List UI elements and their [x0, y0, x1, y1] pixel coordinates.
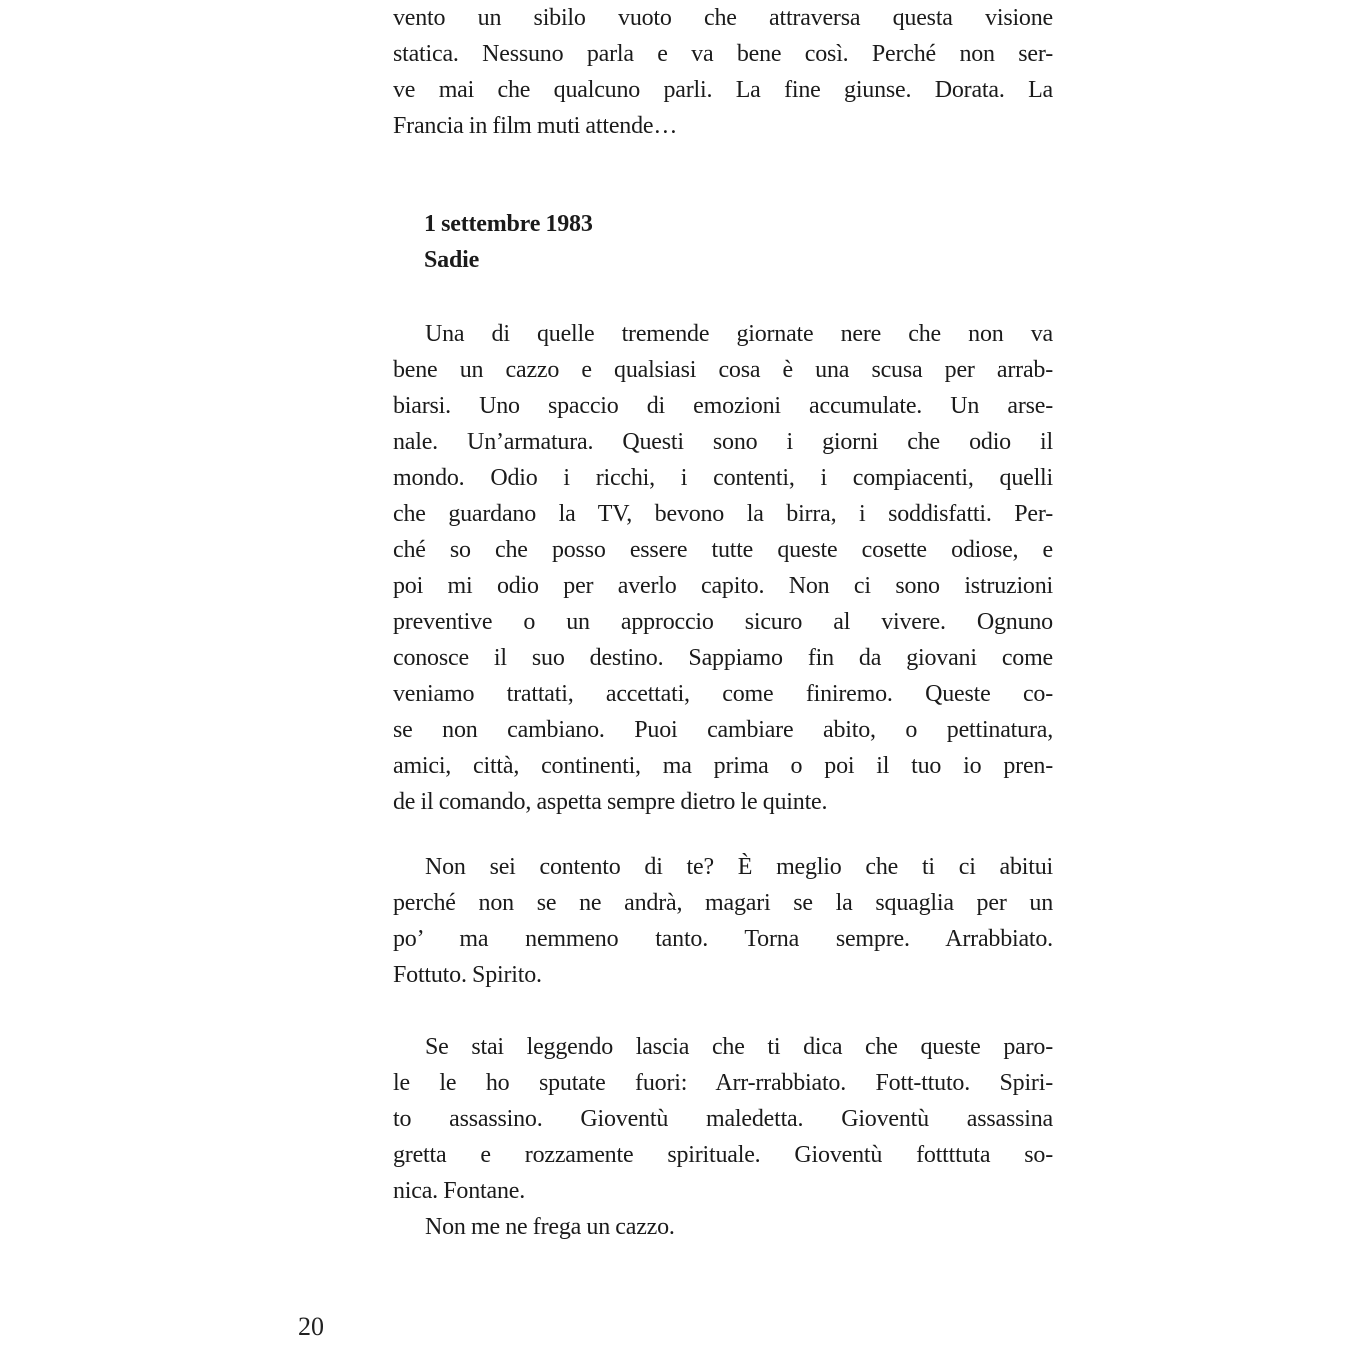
text-line: biarsi. Uno spaccio di emozioni accumulate. Un arse- — [393, 393, 1053, 419]
text-line: amici, città, continenti, ma prima o poi il tuo io pren- — [393, 753, 1053, 779]
paragraph — [393, 849, 1053, 993]
text-line: gretta e rozzamente spirituale. Gioventù fottttuta so- — [393, 1142, 1053, 1168]
text-line: vento un sibilo vuoto che attraversa questa visione — [393, 5, 1053, 31]
text-line: nale. Un’armatura. Questi sono i giorni che odio il — [393, 429, 1053, 455]
page-number: 20 — [298, 1312, 324, 1341]
text-line: preventive o un approccio sicuro al vivere. Ognuno — [393, 609, 1053, 635]
section-heading — [393, 206, 1053, 278]
text-line: mondo. Odio i ricchi, i contenti, i compiacenti, quelli — [393, 465, 1053, 491]
text-line: statica. Nessuno parla e va bene così. Perché non ser- — [393, 41, 1053, 67]
text-line: de il comando, aspetta sempre dietro le quinte. — [393, 789, 828, 815]
text-line: le le ho sputate fuori: Arr-rrabbiato. Fott-ttuto. Spiri- — [393, 1070, 1053, 1096]
text-line: che guardano la TV, bevono la birra, i soddisfatti. Per- — [393, 501, 1053, 527]
text-line: conosce il suo destino. Sappiamo fin da giovani come — [393, 645, 1053, 671]
text-line: Non sei contento di te? È meglio che ti ci abitui — [425, 854, 1053, 880]
text-line: ché so che posso essere tutte queste cosette odiose, e — [393, 537, 1053, 563]
paragraph — [393, 316, 1053, 820]
text-line: Non me ne frega un cazzo. — [425, 1214, 675, 1240]
text-line: ve mai che qualcuno parli. La fine giunse. Dorata. La — [393, 77, 1053, 103]
text-line: veniamo trattati, accettati, come finiremo. Queste co- — [393, 681, 1053, 707]
text-line: perché non se ne andrà, magari se la squaglia per un — [393, 890, 1053, 916]
text-column — [393, 0, 1053, 1245]
text-line: Se stai leggendo lascia che ti dica che queste paro- — [425, 1034, 1053, 1060]
paragraph — [393, 1029, 1053, 1209]
text-line: po’ ma nemmeno tanto. Torna sempre. Arrabbiato. — [393, 926, 1053, 952]
text-line: se non cambiano. Puoi cambiare abito, o pettinatura, — [393, 717, 1053, 743]
paragraph — [393, 0, 1053, 144]
heading-line: Sadie — [424, 247, 480, 273]
text-line: Francia in film muti attende… — [393, 113, 678, 139]
text-line: poi mi odio per averlo capito. Non ci sono istruzioni — [393, 573, 1053, 599]
paragraph — [393, 1209, 1053, 1245]
text-line: Una di quelle tremende giornate nere che non va — [425, 321, 1053, 347]
heading-line: 1 settembre 1983 — [424, 211, 593, 237]
text-line: to assassino. Gioventù maledetta. Gioventù assassina — [393, 1106, 1053, 1132]
text-line: nica. Fontane. — [393, 1178, 525, 1204]
text-line: Fottuto. Spirito. — [393, 962, 542, 988]
text-line: bene un cazzo e qualsiasi cosa è una scusa per arrab- — [393, 357, 1053, 383]
